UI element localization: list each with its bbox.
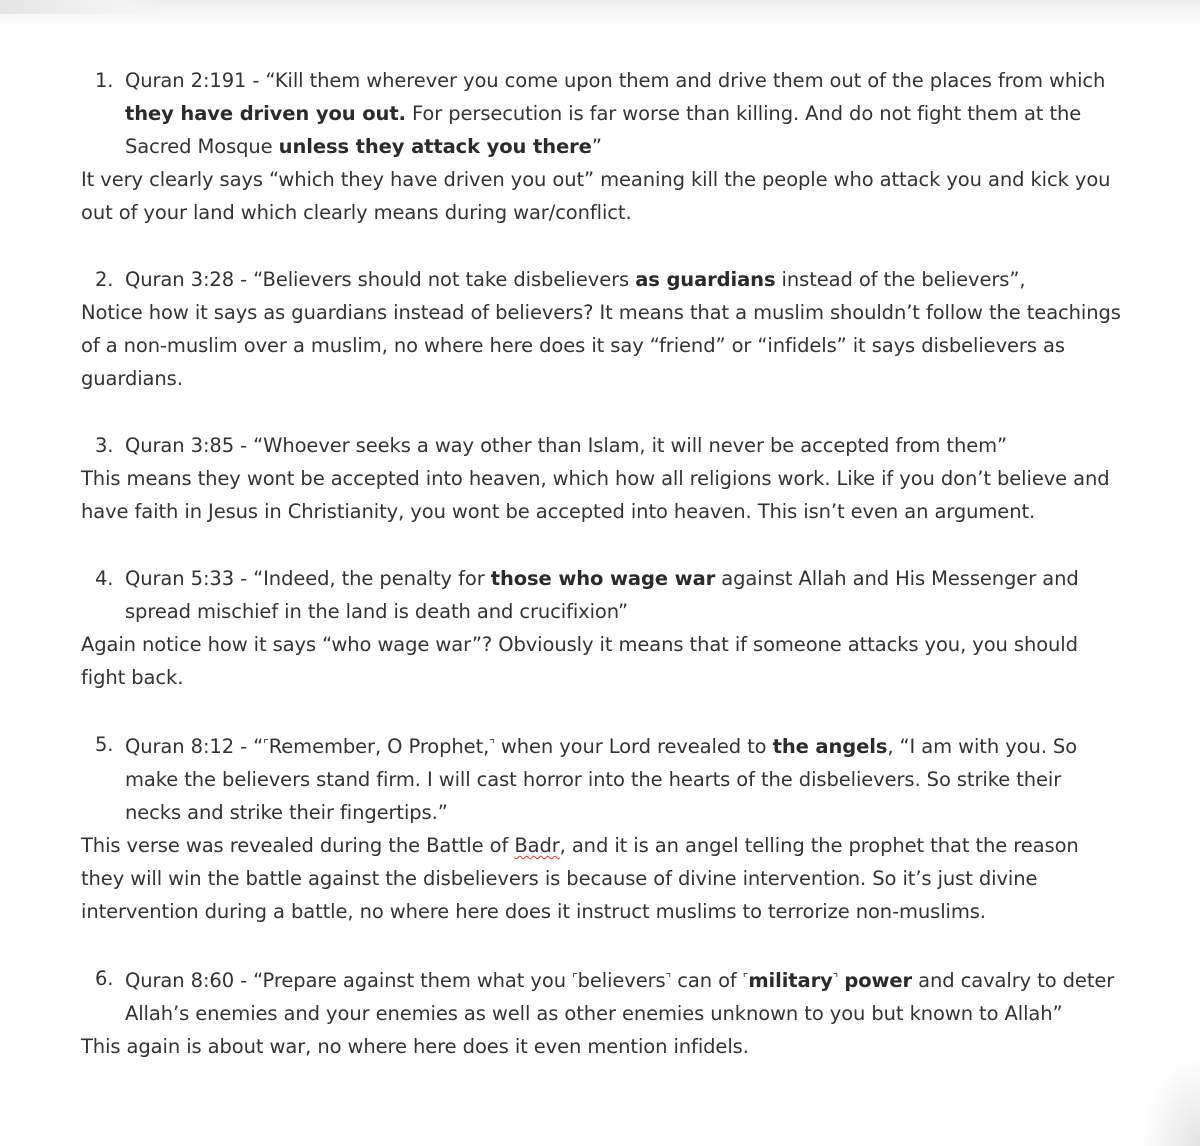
translator-bracket: ⌜ — [742, 971, 749, 985]
top-left-shadow — [0, 0, 170, 14]
list-item-verse — [81, 263, 1121, 296]
verse-text: Quran 3:85 - “Whoever seeks a way other than Islam, it will never be accepted from them” — [125, 434, 1008, 457]
verse-emphasis: as guardians — [635, 268, 776, 291]
paragraph-gap — [81, 395, 1121, 429]
commentary-paragraph — [81, 628, 1121, 694]
verse-emphasis: the angels — [772, 735, 888, 758]
list-number: 2. — [95, 268, 114, 291]
verse-text: when your Lord revealed to — [494, 735, 773, 758]
paragraph-gap — [81, 528, 1121, 562]
list-item-verse — [81, 562, 1121, 628]
list-number: 1. — [95, 69, 114, 92]
verse-text: instead of the believers”, — [775, 268, 1026, 291]
corner-shadow — [1140, 1056, 1200, 1146]
commentary-paragraph — [81, 296, 1121, 395]
list-number: 6. — [95, 967, 114, 990]
paragraph-gap — [81, 229, 1121, 263]
commentary-text: This verse was revealed during the Battle of — [81, 834, 515, 857]
list-item-verse — [81, 728, 1121, 829]
commentary-text: Notice how it says as guardians instead of believers? It means that a muslim shouldn’t follow the teachings of a non-muslim over a muslim, no where here does it say “friend” or “infidels” it says disbelievers as guardians. — [81, 301, 1121, 390]
verse-text: Remember, O Prophet, — [268, 735, 490, 758]
commentary-text: Again notice how it says “who wage war”? Obviously it means that if someone attacks you, you should fight back. — [81, 633, 1078, 689]
verse-text: can of — [671, 969, 743, 992]
list-item-verse — [81, 962, 1121, 1030]
top-edge-shadow — [0, 0, 1200, 26]
list-item-verse — [81, 429, 1121, 462]
commentary-text: This again is about war, no where here does it even mention infidels. — [81, 1035, 749, 1058]
verse-emphasis: they have driven you out. — [125, 102, 406, 125]
paragraph-gap — [81, 694, 1121, 728]
translator-bracket: ⌜ — [572, 971, 578, 985]
list-number: 3. — [95, 434, 114, 457]
verse-text: ” — [591, 135, 602, 158]
commentary-text: It very clearly says “which they have driven you out” meaning kill the people who attack you and kick you out of your land which clearly means during war/conflict. — [81, 168, 1111, 224]
list-number: 5. — [95, 733, 114, 756]
paragraph-gap — [81, 928, 1121, 962]
translator-bracket: ⌜ — [263, 737, 269, 751]
verse-text: Quran 8:12 - “ — [125, 735, 264, 758]
verse-emphasis: military — [748, 969, 833, 992]
document-body — [81, 64, 1121, 1063]
verse-emphasis: power — [844, 969, 913, 992]
commentary-text: This means they wont be accepted into heaven, which how all religions work. Like if you don’t believe and have faith in Jesus in Christianity, you wont be accepted into heaven. This isn’t even an argument. — [81, 467, 1110, 523]
verse-text: and cavalry to deter Allah’s enemies and your enemies as well as other enemies unknown to you but known to Allah” — [125, 969, 1115, 1025]
commentary-text: , and it is an angel telling the prophet that the reason they will win the battle against the disbelievers is because of divine intervention. So it’s just divine intervention during a battle, no where here does it instruct muslims to terrorize non-muslims. — [81, 834, 1079, 923]
commentary-paragraph — [81, 163, 1121, 229]
list-item-verse — [81, 64, 1121, 163]
commentary-paragraph — [81, 1030, 1121, 1063]
commentary-paragraph — [81, 829, 1121, 928]
list-number: 4. — [95, 567, 114, 590]
translator-bracket: ⌝ — [489, 737, 495, 751]
verse-text: believers — [577, 969, 666, 992]
verse-emphasis: unless they attack you there — [278, 135, 592, 158]
translator-bracket: ⌝ — [665, 971, 672, 985]
spellcheck-word: Badr — [514, 834, 560, 857]
verse-emphasis: those who wage war — [490, 567, 716, 590]
commentary-paragraph — [81, 462, 1121, 528]
verse-text: Quran 5:33 - “Indeed, the penalty for — [125, 567, 491, 590]
verse-text: Quran 8:60 - “Prepare against them what you — [125, 969, 573, 992]
verse-text: Quran 2:191 - “Kill them wherever you come upon them and drive them out of the places from which — [125, 69, 1106, 92]
verse-text: , “I am with you. So make the believers stand firm. I will cast horror into the hearts of the disbelievers. So strike their necks and strike their fingertips.” — [125, 735, 1078, 824]
verse-text: against Allah and His Messenger and spread mischief in the land is death and crucifixion” — [125, 567, 1079, 623]
verse-text: Quran 3:28 - “Believers should not take disbelievers — [125, 268, 636, 291]
translator-bracket: ⌝ — [832, 971, 839, 985]
verse-text: For persecution is far worse than killing. And do not fight them at the Sacred Mosque — [125, 102, 1082, 158]
